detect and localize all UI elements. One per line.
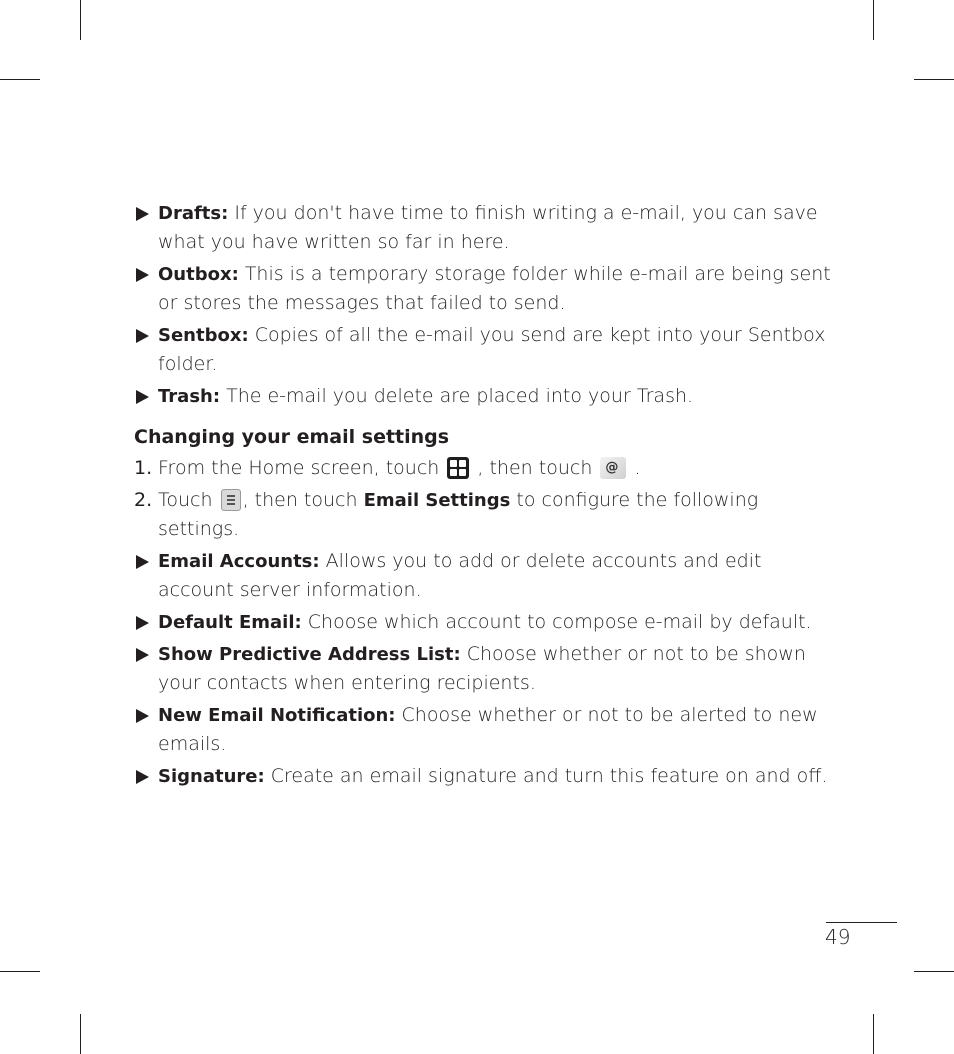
crop-mark bbox=[873, 0, 874, 40]
bullet-term: Drafts: bbox=[158, 203, 229, 224]
section-heading: Changing your email settings bbox=[134, 426, 450, 448]
bullet-arrow-icon bbox=[136, 648, 149, 662]
crop-mark bbox=[0, 971, 40, 972]
page-content bbox=[134, 199, 834, 794]
crop-mark bbox=[0, 79, 40, 80]
list-item-default-email bbox=[134, 608, 834, 637]
bullet-arrow-icon bbox=[136, 329, 149, 343]
apps-grid-icon bbox=[447, 457, 469, 479]
crop-mark bbox=[80, 0, 81, 40]
list-item-sentbox bbox=[134, 321, 834, 379]
crop-mark bbox=[80, 1014, 81, 1054]
list-item-signature bbox=[134, 762, 834, 791]
bullet-term: New Email Notification: bbox=[158, 705, 396, 726]
bullet-desc: Copies of all the e-mail you send are kept into your Sentbox folder. bbox=[158, 324, 826, 375]
step-2 bbox=[134, 486, 834, 544]
bullet-arrow-icon bbox=[136, 555, 149, 569]
list-item-outbox bbox=[134, 260, 834, 318]
menu-key-icon bbox=[221, 489, 241, 511]
step-text: to configure the following settings. bbox=[158, 489, 759, 540]
step-text: From the Home screen, touch bbox=[158, 457, 446, 479]
bullet-desc: Allows you to add or delete accounts and edit account server information. bbox=[158, 550, 762, 601]
bullet-term: Signature: bbox=[158, 766, 265, 787]
step-1 bbox=[134, 454, 834, 483]
bullet-arrow-icon bbox=[136, 268, 149, 282]
bullet-term: Show Predictive Address List: bbox=[158, 644, 461, 665]
at-glyph: @ bbox=[605, 460, 619, 475]
step-number: 2. bbox=[134, 489, 153, 511]
list-item-trash bbox=[134, 382, 834, 411]
list-item-predictive-address bbox=[134, 640, 834, 698]
bullet-arrow-icon bbox=[136, 207, 149, 221]
step-number: 1. bbox=[134, 457, 153, 479]
crop-mark bbox=[873, 1014, 874, 1054]
bullet-desc: Choose whether or not to be alerted to new emails. bbox=[158, 704, 818, 755]
bullet-arrow-icon bbox=[136, 709, 149, 723]
step-text: , then touch bbox=[471, 457, 599, 479]
email-settings-label: Email Settings bbox=[363, 490, 511, 511]
bullet-arrow-icon bbox=[136, 616, 149, 630]
crop-mark bbox=[914, 971, 954, 972]
step-text: , then touch bbox=[242, 489, 364, 511]
step-text: Touch bbox=[158, 489, 219, 511]
bullet-term: Default Email: bbox=[158, 612, 302, 633]
bullet-arrow-icon bbox=[136, 770, 149, 784]
list-item-drafts bbox=[134, 199, 834, 257]
bullet-term: Sentbox: bbox=[158, 325, 249, 346]
list-item-new-email-notification bbox=[134, 701, 834, 759]
bullet-term: Email Accounts: bbox=[158, 551, 320, 572]
bullet-desc: This is a temporary storage folder while e-mail are being sent or stores the messages that failed to send. bbox=[158, 263, 831, 314]
bullet-desc: Create an email signature and turn this feature on and off. bbox=[264, 765, 828, 787]
list-item-email-accounts bbox=[134, 547, 834, 605]
page-number: 49 bbox=[825, 925, 851, 949]
bullet-desc: Choose which account to compose e-mail by default. bbox=[301, 611, 812, 633]
bullet-arrow-icon bbox=[136, 390, 149, 404]
crop-mark bbox=[914, 79, 954, 80]
bullet-term: Outbox: bbox=[158, 264, 239, 285]
email-app-icon bbox=[600, 457, 626, 479]
bullet-term: Trash: bbox=[158, 386, 221, 407]
step-text: . bbox=[628, 457, 641, 479]
bullet-desc: Choose whether or not to be shown your contacts when entering recipients. bbox=[158, 643, 806, 694]
page-number-rule bbox=[826, 922, 897, 923]
bullet-desc: The e-mail you delete are placed into your Trash. bbox=[220, 385, 694, 407]
bullet-desc: If you don't have time to finish writing a e-mail, you can save what you have written so far in here. bbox=[158, 202, 818, 253]
